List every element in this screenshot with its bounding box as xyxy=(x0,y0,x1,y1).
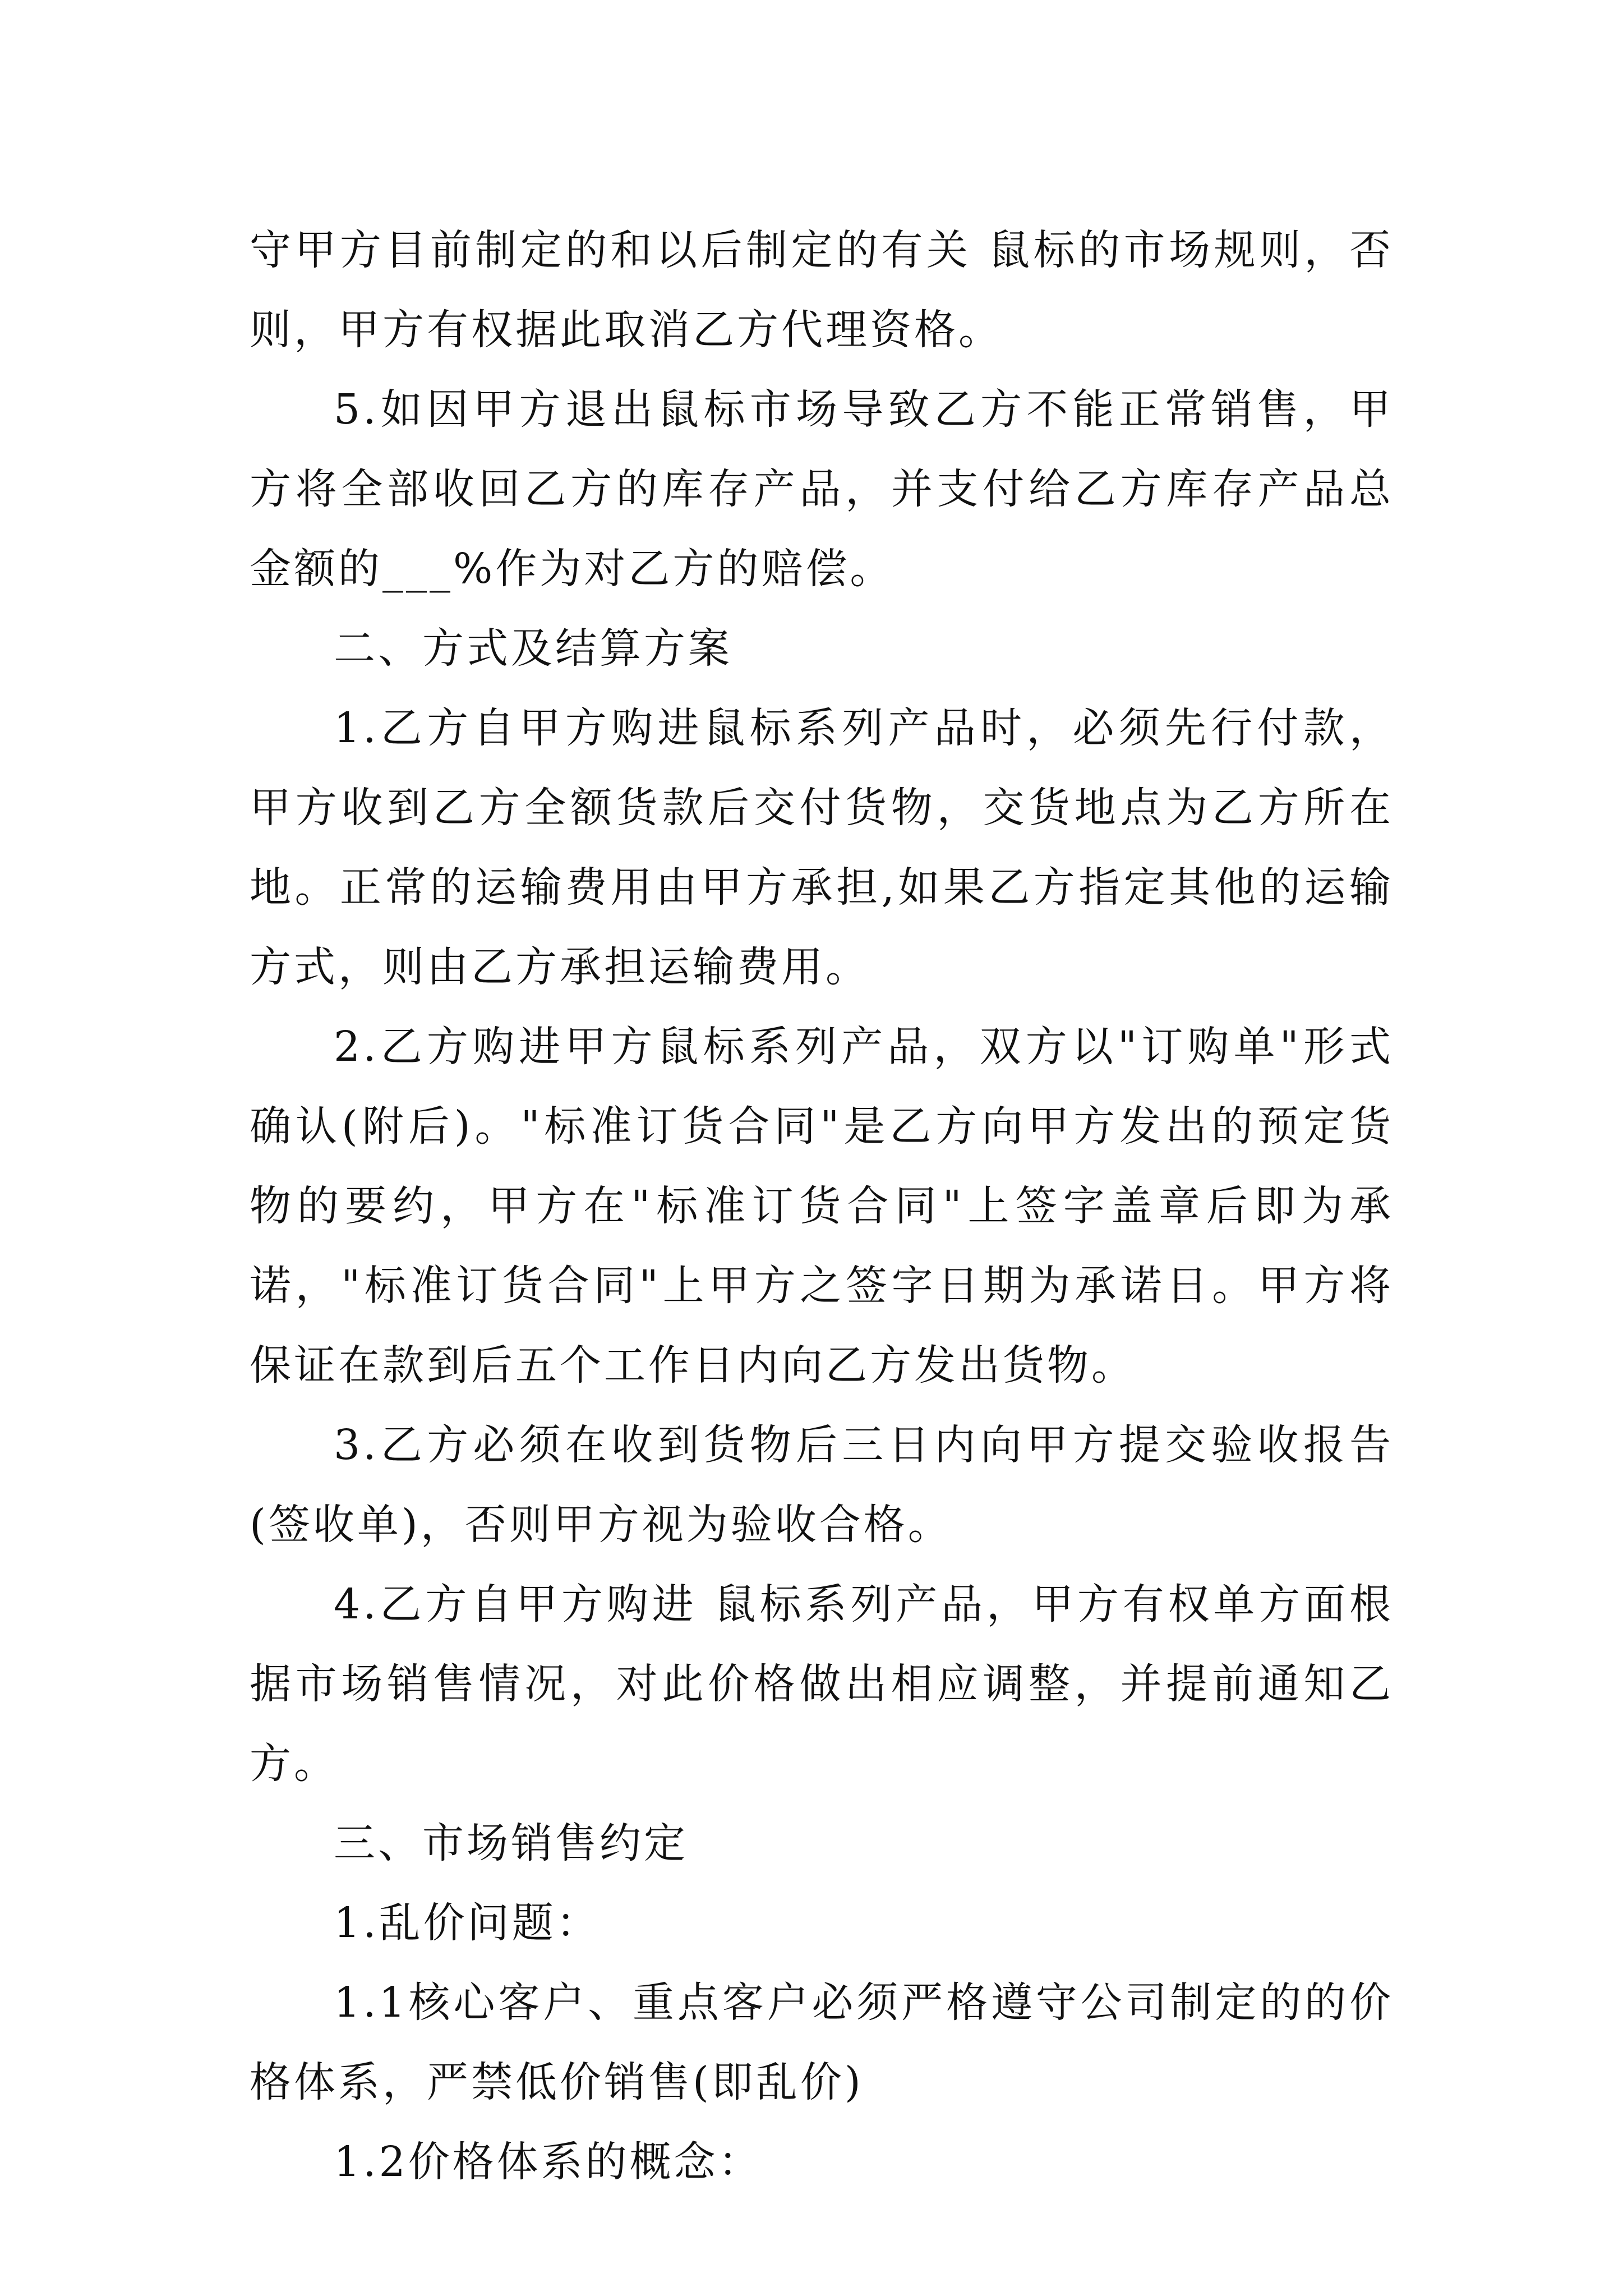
paragraph-continuation: 守甲方目前制定的和以后制定的有关 鼠标的市场规则，否则，甲方有权据此取消乙方代理资格。 xyxy=(250,226,1394,354)
paragraph-clause-5: 5.如因甲方退出鼠标市场导致乙方不能正常销售，甲方将全部收回乙方的库存产品，并支付给乙方库存产品总金额的___%作为对乙方的赔偿。 xyxy=(250,385,1394,593)
paragraph-clause-3-1-2: 1.2价格体系的概念： xyxy=(334,2138,763,2186)
paragraph-clause-2-3: 3.乙方必须在收到货物后三日内向甲方提交验收报告(签收单)，否则甲方视为验收合格。 xyxy=(250,1421,1394,1549)
paragraph-clause-2-2: 2.乙方购进甲方鼠标系列产品，双方以"订购单"形式确认(附后)。"标准订货合同"是乙方向甲方发出的预定货物的要约，甲方在"标准订货合同"上签字盖章后即为承诺，"标准订货合同"上甲方之签字日期为承诺日。甲方将保证在款到后五个工作日内向乙方发出货物。 xyxy=(250,1023,1394,1389)
document-body xyxy=(250,210,1394,2202)
paragraph-clause-3-1: 1.乱价问题： xyxy=(334,1899,601,1947)
paragraph-clause-3-1-1: 1.1核心客户、重点客户必须严格遵守公司制定的的价格体系，严禁低价销售(即乱价) xyxy=(250,1978,1394,2106)
section-heading-3: 三、市场销售约定 xyxy=(334,1819,688,1867)
section-heading-2: 二、方式及结算方案 xyxy=(334,624,732,673)
paragraph-clause-2-1: 1.乙方自甲方购进鼠标系列产品时，必须先行付款，甲方收到乙方全额货款后交付货物，交货地点为乙方所在地。正常的运输费用由甲方承担,如果乙方指定其他的运输方式，则由乙方承担运输费用。 xyxy=(250,704,1394,991)
paragraph-clause-2-4: 4.乙方自甲方购进 鼠标系列产品，甲方有权单方面根据市场销售情况，对此价格做出相应调整，并提前通知乙方。 xyxy=(250,1580,1394,1788)
